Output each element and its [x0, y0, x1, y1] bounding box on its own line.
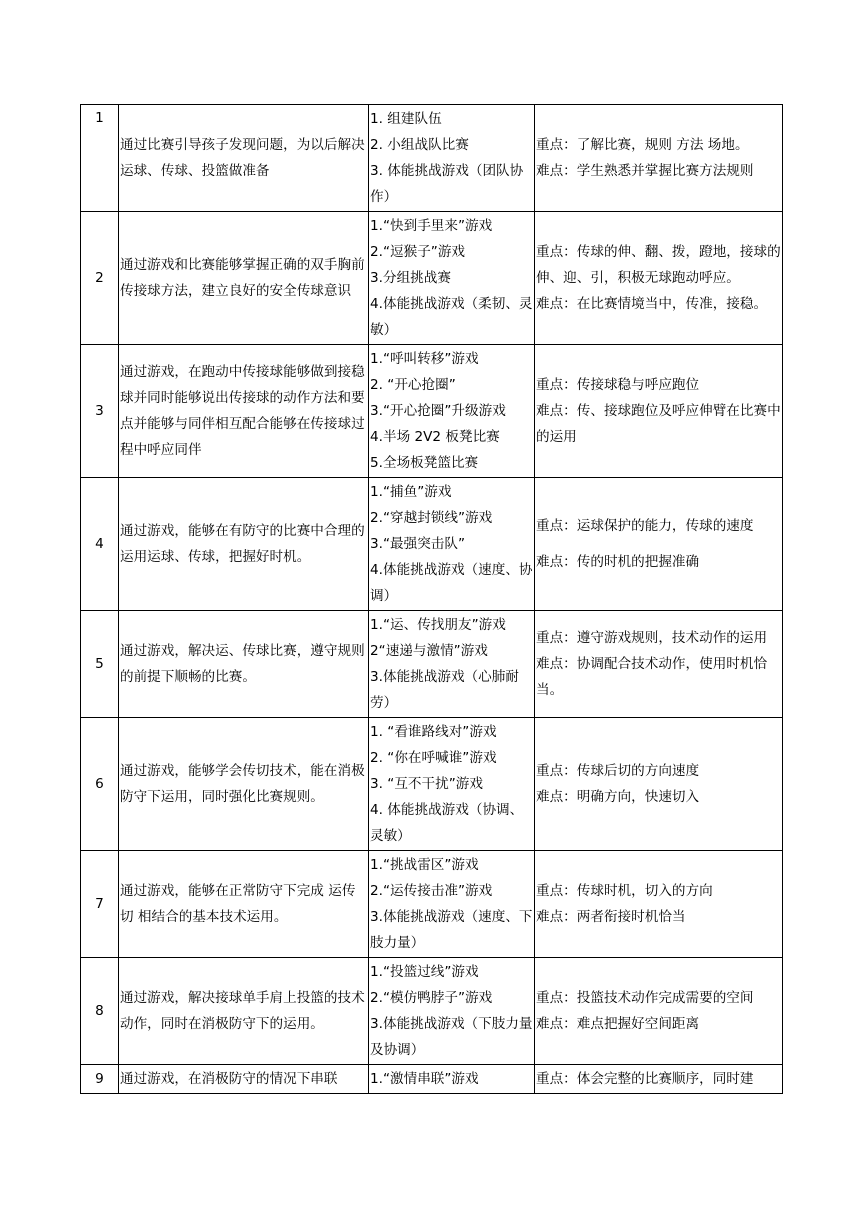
key-point: 重点：体会完整的比赛顺序，同时建 [536, 1071, 754, 1087]
lesson-goal: 通过游戏，解决运、传球比赛，遵守规则的前提下顺畅的比赛。 [119, 611, 369, 718]
activity-item: 2. “开心抢圈” [370, 377, 456, 393]
activity-item: 2.“运传接击准”游戏 [370, 883, 493, 899]
activity-item: 3.体能挑战游戏（心肺耐劳） [370, 669, 519, 711]
table-row [81, 611, 783, 718]
difficulty-point: 难点：学生熟悉并掌握比赛方法规则 [536, 163, 754, 179]
lesson-number: 6 [81, 718, 119, 851]
lesson-number: 3 [81, 345, 119, 478]
lesson-plan-table [80, 104, 783, 1094]
activity-item: 1.“运、传找朋友”游戏 [370, 617, 506, 633]
activity-item: 3. “互不干扰”游戏 [370, 776, 483, 792]
lesson-number: 5 [81, 611, 119, 718]
difficulty-point: 难点：两者衔接时机恰当 [536, 909, 686, 925]
activity-item: 4.体能挑战游戏（速度、协调） [370, 562, 533, 604]
table-row [81, 851, 783, 958]
activity-item: 3.“最强突击队” [370, 536, 466, 552]
key-point: 重点：了解比赛，规则 方法 场地。 [536, 137, 749, 153]
activity-item: 2. “你在呼喊谁”游戏 [370, 750, 497, 766]
table-row [81, 718, 783, 851]
lesson-goal: 通过游戏，能够在正常防守下完成 运传 切 相结合的基本技术运用。 [119, 851, 369, 958]
lesson-key-points [535, 1065, 783, 1094]
table-row [81, 1065, 783, 1094]
table-row [81, 958, 783, 1065]
activity-item: 3.“开心抢圈”升级游戏 [370, 403, 506, 419]
lesson-number: 1 [81, 105, 119, 212]
lesson-goal: 通过游戏和比赛能够掌握正确的双手胸前传接球方法，建立良好的安全传球意识 [119, 212, 369, 345]
key-point: 重点：传球的伸、翻、拨，蹬地，接球的伸、迎、引，积极无球跑动呼应。 [536, 244, 781, 286]
lesson-goal-text: 通过游戏，在消极防守的情况下串联 [120, 1071, 338, 1087]
activity-item: 4.体能挑战游戏（柔韧、灵敏） [370, 296, 533, 338]
activity-item: 4. 体能挑战游戏（协调、灵敏） [370, 802, 524, 844]
lesson-key-points [535, 958, 783, 1065]
activity-item: 2. 小组战队比赛 [370, 137, 469, 153]
activity-item: 1.“快到手里来”游戏 [370, 218, 493, 234]
difficulty-point: 难点：在比赛情境当中，传准，接稳。 [536, 296, 768, 312]
lesson-key-points [535, 212, 783, 345]
activity-item: 2.“穿越封锁线”游戏 [370, 510, 493, 526]
activity-item: 1.“激情串联”游戏 [370, 1071, 479, 1087]
lesson-activities [369, 958, 535, 1065]
activity-item: 1.“挑战雷区”游戏 [370, 857, 479, 873]
lesson-goal: 通过比赛引导孩子发现问题，为以后解决运球、传球、投篮做准备 [119, 105, 369, 212]
lesson-number: 7 [81, 851, 119, 958]
lesson-goal: 通过游戏，在跑动中传接球能够做到接稳球并同时能够说出传接球的动作方法和要点并能够与同伴相互配合能够在传接球过程中呼应同伴 [119, 345, 369, 478]
key-point: 重点：传球后切的方向速度 [536, 763, 700, 779]
lesson-activities [369, 478, 535, 611]
difficulty-point: 难点：协调配合技术动作，使用时机恰当。 [536, 656, 768, 698]
activity-item: 4.半场 2V2 板凳比赛 [370, 429, 500, 445]
lesson-number: 2 [81, 212, 119, 345]
key-point: 重点：运球保护的能力，传球的速度 [536, 518, 754, 534]
key-point: 重点：传接球稳与呼应跑位 [536, 377, 700, 393]
table-row [81, 212, 783, 345]
lesson-activities [369, 212, 535, 345]
activity-item: 3.体能挑战游戏（速度、下肢力量） [370, 909, 533, 951]
lesson-goal: 通过游戏，能够学会传切技术，能在消极防守下运用，同时强化比赛规则。 [119, 718, 369, 851]
difficulty-point: 难点：传的时机的把握准确 [536, 554, 700, 570]
lesson-key-points [535, 611, 783, 718]
lesson-goal: 通过游戏，解决接球单手肩上投篮的技术动作，同时在消极防守下的运用。 [119, 958, 369, 1065]
key-point: 重点：传球时机，切入的方向 [536, 883, 713, 899]
lesson-activities [369, 345, 535, 478]
activity-item: 1.“呼叫转移”游戏 [370, 351, 479, 367]
lesson-key-points [535, 478, 783, 611]
lesson-number: 8 [81, 958, 119, 1065]
activity-item: 1.“捕鱼”游戏 [370, 484, 452, 500]
table-row [81, 105, 783, 212]
difficulty-point: 难点：明确方向，快速切入 [536, 789, 700, 805]
activity-item: 3. 体能挑战游戏（团队协作） [370, 163, 524, 205]
lesson-activities [369, 1065, 535, 1094]
activity-item: 3.体能挑战游戏（下肢力量及协调） [370, 1016, 533, 1058]
activity-item: 2“速递与激情”游戏 [370, 643, 488, 659]
lesson-activities [369, 611, 535, 718]
lesson-number: 9 [81, 1065, 119, 1094]
lesson-key-points [535, 345, 783, 478]
lesson-key-points [535, 105, 783, 212]
lesson-key-points [535, 851, 783, 958]
table-row [81, 478, 783, 611]
lesson-goal: 通过游戏，能够在有防守的比赛中合理的运用运球、传球，把握好时机。 [119, 478, 369, 611]
activity-item: 1. “看谁路线对”游戏 [370, 724, 497, 740]
activity-item: 1. 组建队伍 [370, 111, 442, 127]
activity-item: 1.“投篮过线”游戏 [370, 964, 479, 980]
activity-item: 2.“模仿鸭脖子”游戏 [370, 990, 493, 1006]
activity-item: 2.“逗猴子”游戏 [370, 244, 466, 260]
activity-item: 3.分组挑战赛 [370, 270, 451, 286]
lesson-activities [369, 718, 535, 851]
activity-item: 5.全场板凳篮比赛 [370, 455, 479, 471]
lesson-activities [369, 105, 535, 212]
lesson-activities [369, 851, 535, 958]
key-point: 重点：投篮技术动作完成需要的空间 [536, 990, 754, 1006]
table-row [81, 345, 783, 478]
difficulty-point: 难点：传、接球跑位及呼应伸臂在比赛中的运用 [536, 403, 781, 445]
lesson-key-points [535, 718, 783, 851]
key-point: 重点：遵守游戏规则，技术动作的运用 [536, 630, 768, 646]
lesson-goal [119, 1065, 369, 1094]
lesson-number: 4 [81, 478, 119, 611]
difficulty-point: 难点：难点把握好空间距离 [536, 1016, 700, 1032]
